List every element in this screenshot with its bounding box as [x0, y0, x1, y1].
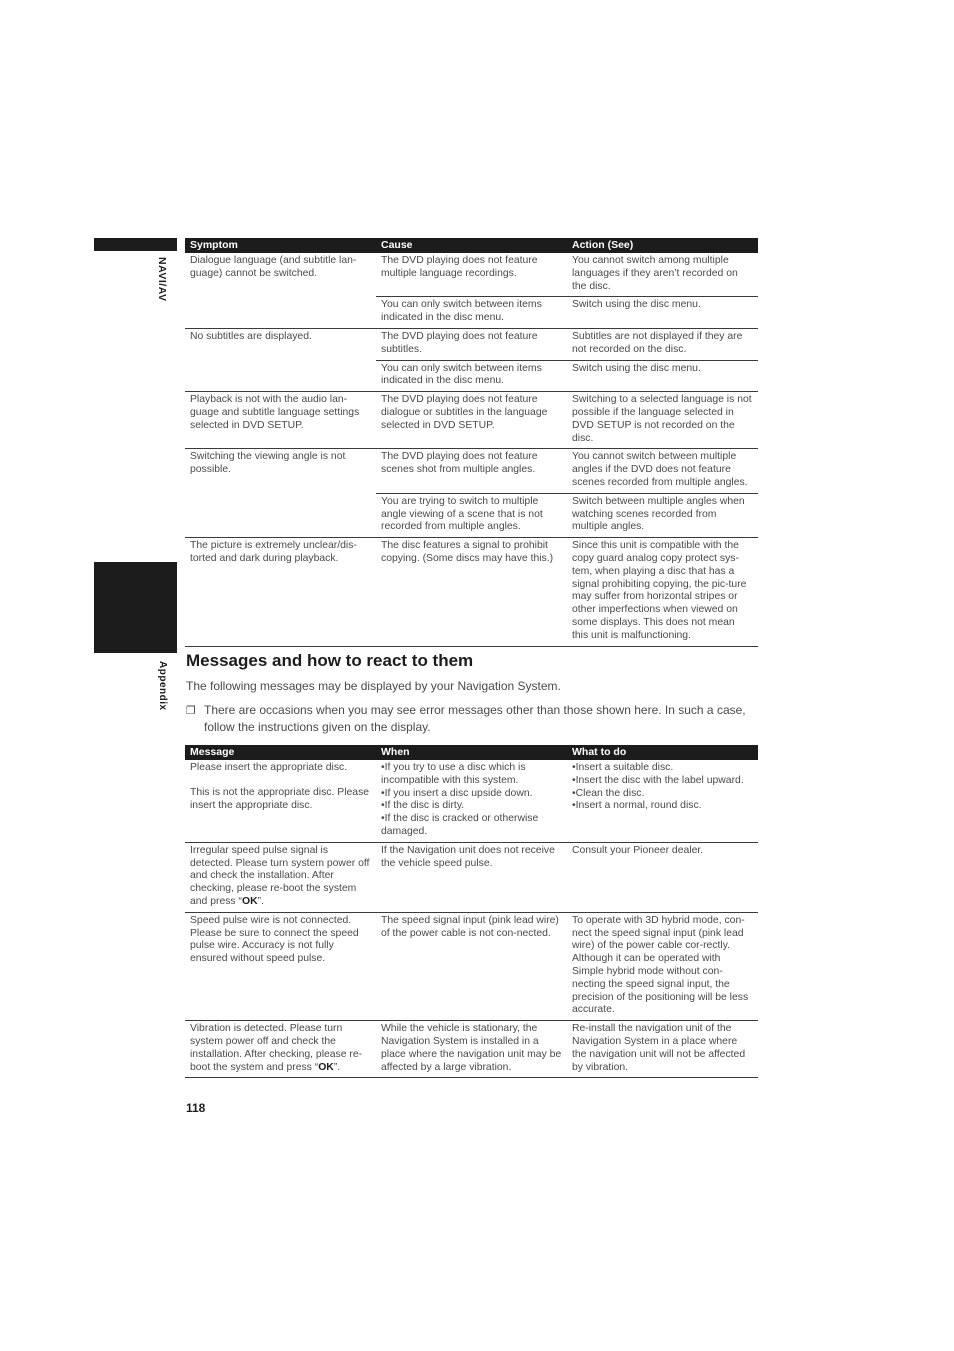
- ok-label: OK: [318, 1061, 334, 1073]
- symptom-cell: Playback is not with the audio lan-guage and subtitle language settings selected in DVD SETUP.: [185, 392, 376, 449]
- table-row: [185, 392, 758, 449]
- intro-text: The following messages may be displayed by your Navigation System.: [186, 679, 561, 693]
- message-cell: [185, 760, 376, 842]
- cause-cell: The DVD playing does not feature dialogue or subtitles in the language selected in DVD SETUP.: [376, 392, 567, 449]
- message-text-end: ”.: [333, 1061, 341, 1073]
- when-cell: The speed signal input (pink lead wire) of the power cable is not con-nected.: [376, 912, 567, 1020]
- todo-cell: [567, 760, 758, 842]
- cause-cell: You can only switch between items indicated in the disc menu.: [376, 297, 567, 329]
- side-tab-bar: [94, 238, 177, 251]
- todo-bullet: •Clean the disc.: [572, 787, 645, 799]
- action-cell: You cannot switch among multiple languages if they aren’t recorded on the disc.: [567, 253, 758, 297]
- page-number: 118: [186, 1101, 206, 1115]
- note-text: There are occasions when you may see error messages other than those shown here. In such a case, follow the instructions given on the display.: [204, 703, 746, 734]
- message-text: Irregular speed pulse signal is detected. Please turn system power off and check the installation. After checking, please re-boot the system and press “: [190, 844, 370, 907]
- header-symptom: Symptom: [185, 238, 376, 253]
- action-cell: You cannot switch between multiple angles if the DVD does not feature scenes recorded from multiple angles.: [567, 449, 758, 493]
- spacer: [190, 775, 371, 787]
- header-what-to-do: What to do: [567, 745, 758, 760]
- header-when: When: [376, 745, 567, 760]
- when-bullet: •If the disc is cracked or otherwise damaged.: [381, 813, 539, 837]
- action-cell: Switching to a selected language is not possible if the language selected in DVD SETUP is not recorded on the disc.: [567, 392, 758, 449]
- table-row: [185, 760, 758, 842]
- action-cell: Switch using the disc menu.: [567, 297, 758, 329]
- note: [186, 702, 746, 736]
- table-header-row: [185, 745, 758, 760]
- cause-cell: The DVD playing does not feature scenes shot from multiple angles.: [376, 449, 567, 493]
- cause-cell: The disc features a signal to prohibit copying. (Some discs may have this.): [376, 538, 567, 646]
- symptom-cell: The picture is extremely unclear/dis-torted and dark during playback.: [185, 538, 376, 646]
- todo-bullet: •Insert a suitable disc.: [572, 762, 674, 773]
- todo-bullet: •Insert the disc with the label upward.: [572, 774, 744, 786]
- todo-cell: Re-install the navigation unit of the Navigation System in a place where the navigation unit will not be affected by vibration.: [567, 1021, 758, 1078]
- message-cell: [185, 842, 376, 912]
- symptom-cell: No subtitles are displayed.: [185, 328, 376, 391]
- header-message: Message: [185, 745, 376, 760]
- todo-paragraph: To operate with 3D hybrid mode, con-nect the speed signal input (pink lead wire) of the power cable cor-rectly.: [572, 914, 745, 952]
- action-cell: Since this unit is compatible with the copy guard analog copy protect sys-tem, when playing a disc that has a signal prohibiting copying, the pic-ture may suffer from horizontal stripes or other imperfections when viewed on some displays. This does not mean this unit is malfunctioning.: [567, 538, 758, 646]
- table-header-row: [185, 238, 758, 253]
- side-tab-block: [94, 562, 177, 653]
- message-cell: Speed pulse wire is not connected. Please be sure to connect the speed pulse wire. Accuracy is not fully ensured without speed pulse.: [185, 912, 376, 1020]
- table-row: [185, 253, 758, 297]
- header-action: Action (See): [567, 238, 758, 253]
- header-cause: Cause: [376, 238, 567, 253]
- section-heading: Messages and how to react to them: [186, 651, 474, 670]
- side-label-navi-av: NAVI/AV: [156, 257, 168, 302]
- symptom-cell: Dialogue language (and subtitle lan-guage) cannot be switched.: [185, 253, 376, 328]
- cause-cell: The DVD playing does not feature multiple language recordings.: [376, 253, 567, 297]
- message-line: This is not the appropriate disc. Please insert the appropriate disc.: [190, 786, 370, 811]
- table-row: [185, 842, 758, 912]
- symptom-cell: Switching the viewing angle is not possible.: [185, 449, 376, 538]
- when-cell: While the vehicle is stationary, the Navigation System is installed in a place where the navigation unit may be affected by a large vibration.: [376, 1021, 567, 1078]
- cause-cell: You are trying to switch to multiple angle viewing of a scene that is not recorded from multiple angles.: [376, 493, 567, 537]
- when-cell: If the Navigation unit does not receive the vehicle speed pulse.: [376, 842, 567, 912]
- table-row: [185, 1021, 758, 1078]
- messages-table: [185, 745, 758, 1078]
- cause-cell: You can only switch between items indicated in the disc menu.: [376, 360, 567, 392]
- todo-cell: Consult your Pioneer dealer.: [567, 842, 758, 912]
- action-cell: Switch between multiple angles when watching scenes recorded from multiple angles.: [567, 493, 758, 537]
- when-bullet: •If the disc is dirty.: [381, 800, 465, 812]
- side-label-appendix: Appendix: [157, 661, 168, 711]
- todo-bullet: •Insert a normal, round disc.: [572, 800, 702, 812]
- when-bullet: •If you try to use a disc which is incompatible with this system.: [381, 762, 526, 786]
- message-line: Please insert the appropriate disc.: [190, 762, 348, 773]
- table-row: [185, 328, 758, 360]
- action-cell: Switch using the disc menu.: [567, 360, 758, 392]
- when-bullet: •If you insert a disc upside down.: [381, 787, 533, 799]
- ok-label: OK: [241, 895, 258, 907]
- message-text: Vibration is detected. Please turn system power off and check the installation. After checking, please re-boot the system and press “: [190, 1023, 363, 1073]
- message-text-end: ”.: [257, 895, 264, 907]
- action-cell: Subtitles are not displayed if they are not recorded on the disc.: [567, 328, 758, 360]
- cause-cell: The DVD playing does not feature subtitles.: [376, 328, 567, 360]
- table-row: [185, 449, 758, 493]
- message-cell: [185, 1021, 376, 1078]
- todo-paragraph: Although it can be operated with Simple hybrid mode without con-necting the speed signal input, the precision of the positioning will be less accurate.: [572, 953, 749, 1016]
- table-row: [185, 538, 758, 646]
- when-cell: [376, 760, 567, 842]
- todo-cell: [567, 912, 758, 1020]
- checkbox-bullet-icon: ❒: [186, 705, 196, 717]
- troubleshooting-table: [185, 238, 758, 647]
- table-row: [185, 912, 758, 1020]
